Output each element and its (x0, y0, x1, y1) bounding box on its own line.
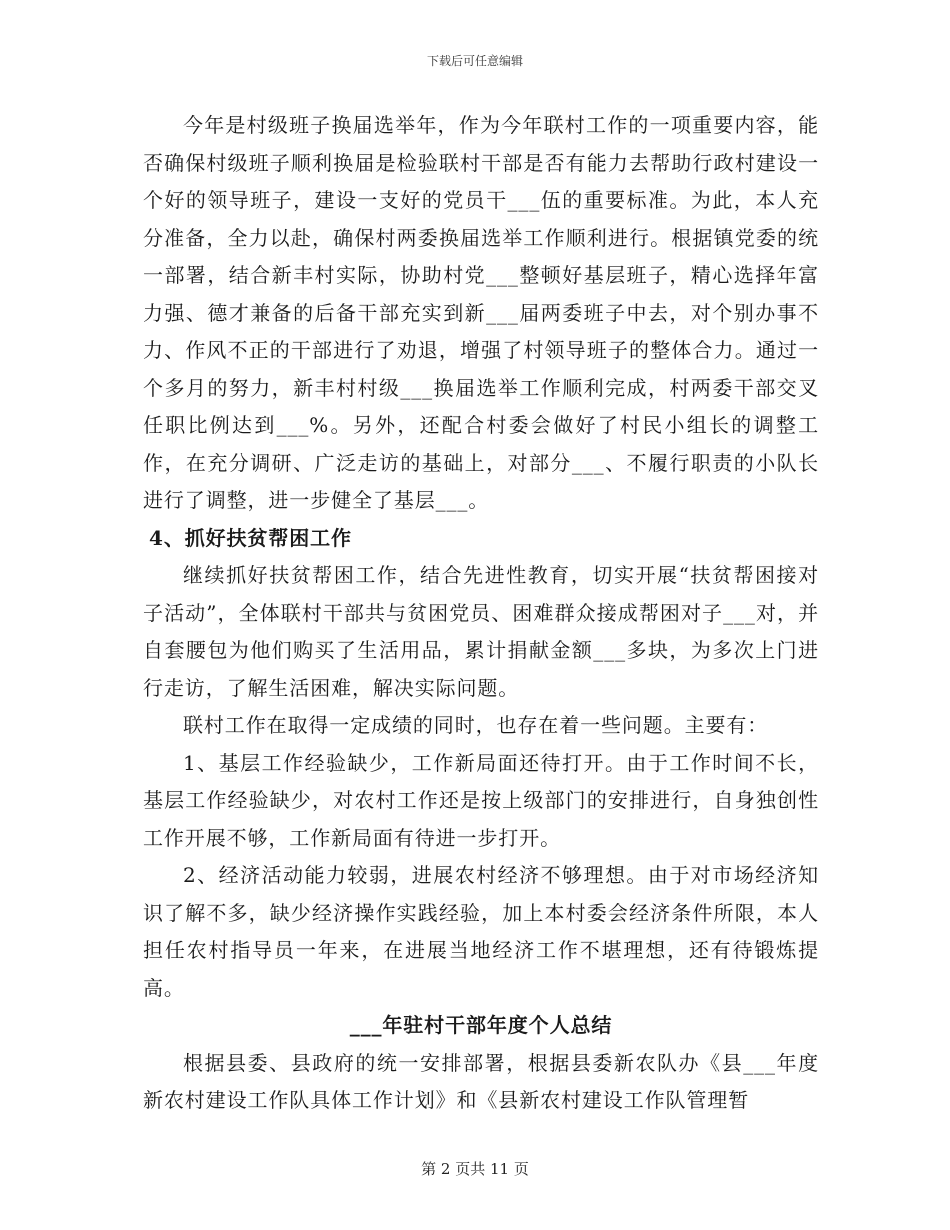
paragraph-summary-intro: 根据县委、县政府的统一安排部署，根据县委新农队办《县___年度新农村建设工作队具体工作计划》和《县新农村建设工作队管理暂 (143, 1050, 819, 1112)
paragraph-problem-2: 2、经济活动能力较弱，进展农村经济不够理想。由于对市场经济知识了解不多，缺少经济操作实践经验，加上本村委会经济条件所限，本人担任农村指导员一年来，在进展当地经济工作不堪理想，还有待锻炼提高。 (143, 863, 819, 1000)
paragraph-problem-1: 1、基层工作经验缺少，工作新局面还待打开。由于工作时间不长，基层工作经验缺少，对农村工作还是按上级部门的安排进行，自身独创性工作开展不够，工作新局面有待进一步打开。 (143, 750, 819, 850)
section-heading-poverty-relief: 4、抓好扶贫帮困工作 (149, 525, 352, 550)
document-title: ___年驻村干部年度个人总结 (349, 1013, 613, 1037)
page-header: 下载后可任意编辑 (426, 54, 523, 68)
paragraph-village-election: 今年是村级班子换届选举年，作为今年联村工作的一项重要内容，能否确保村级班子顺利换届是检验联村干部是否有能力去帮助行政村建设一个好的领导班子，建设一支好的党员干___伍的重要标准。为此，本人充分准备，全力以赴，确保村两委换届选举工作顺利进行。根据镇党委的统一部署，结合新丰村实际，协助村党___整顿好基层班子，精心选择年富力强、德才兼备的后备干部充实到新___届两委班子中去，对个别办事不力、作风不正的干部进行了劝退，增强了村领导班子的整体合力。通过一个多月的努力，新丰村村级___换届选举工作顺利完成，村两委干部交叉任职比例达到___%。另外，还配合村委会做好了村民小组长的调整工作，在充分调研、广泛走访的基础上，对部分___、不履行职责的小队长进行了调整，进一步健全了基层___。 (143, 113, 819, 512)
paragraph-poverty-relief: 继续抓好扶贫帮困工作，结合先进性教育，切实开展“扶贫帮困接对子活动”，全体联村干部共与贫困党员、困难群众接成帮困对子___对，并自套腰包为他们购买了生活用品，累计捐献金额___多块，为多次上门进行走访，了解生活困难，解决实际问题。 (143, 563, 819, 700)
paragraph-problems-intro: 联村工作在取得一定成绩的同时，也存在着一些问题。主要有： (183, 713, 769, 737)
document-body (143, 107, 819, 1120)
page-footer: 第 2 页共 11 页 (421, 1160, 529, 1178)
